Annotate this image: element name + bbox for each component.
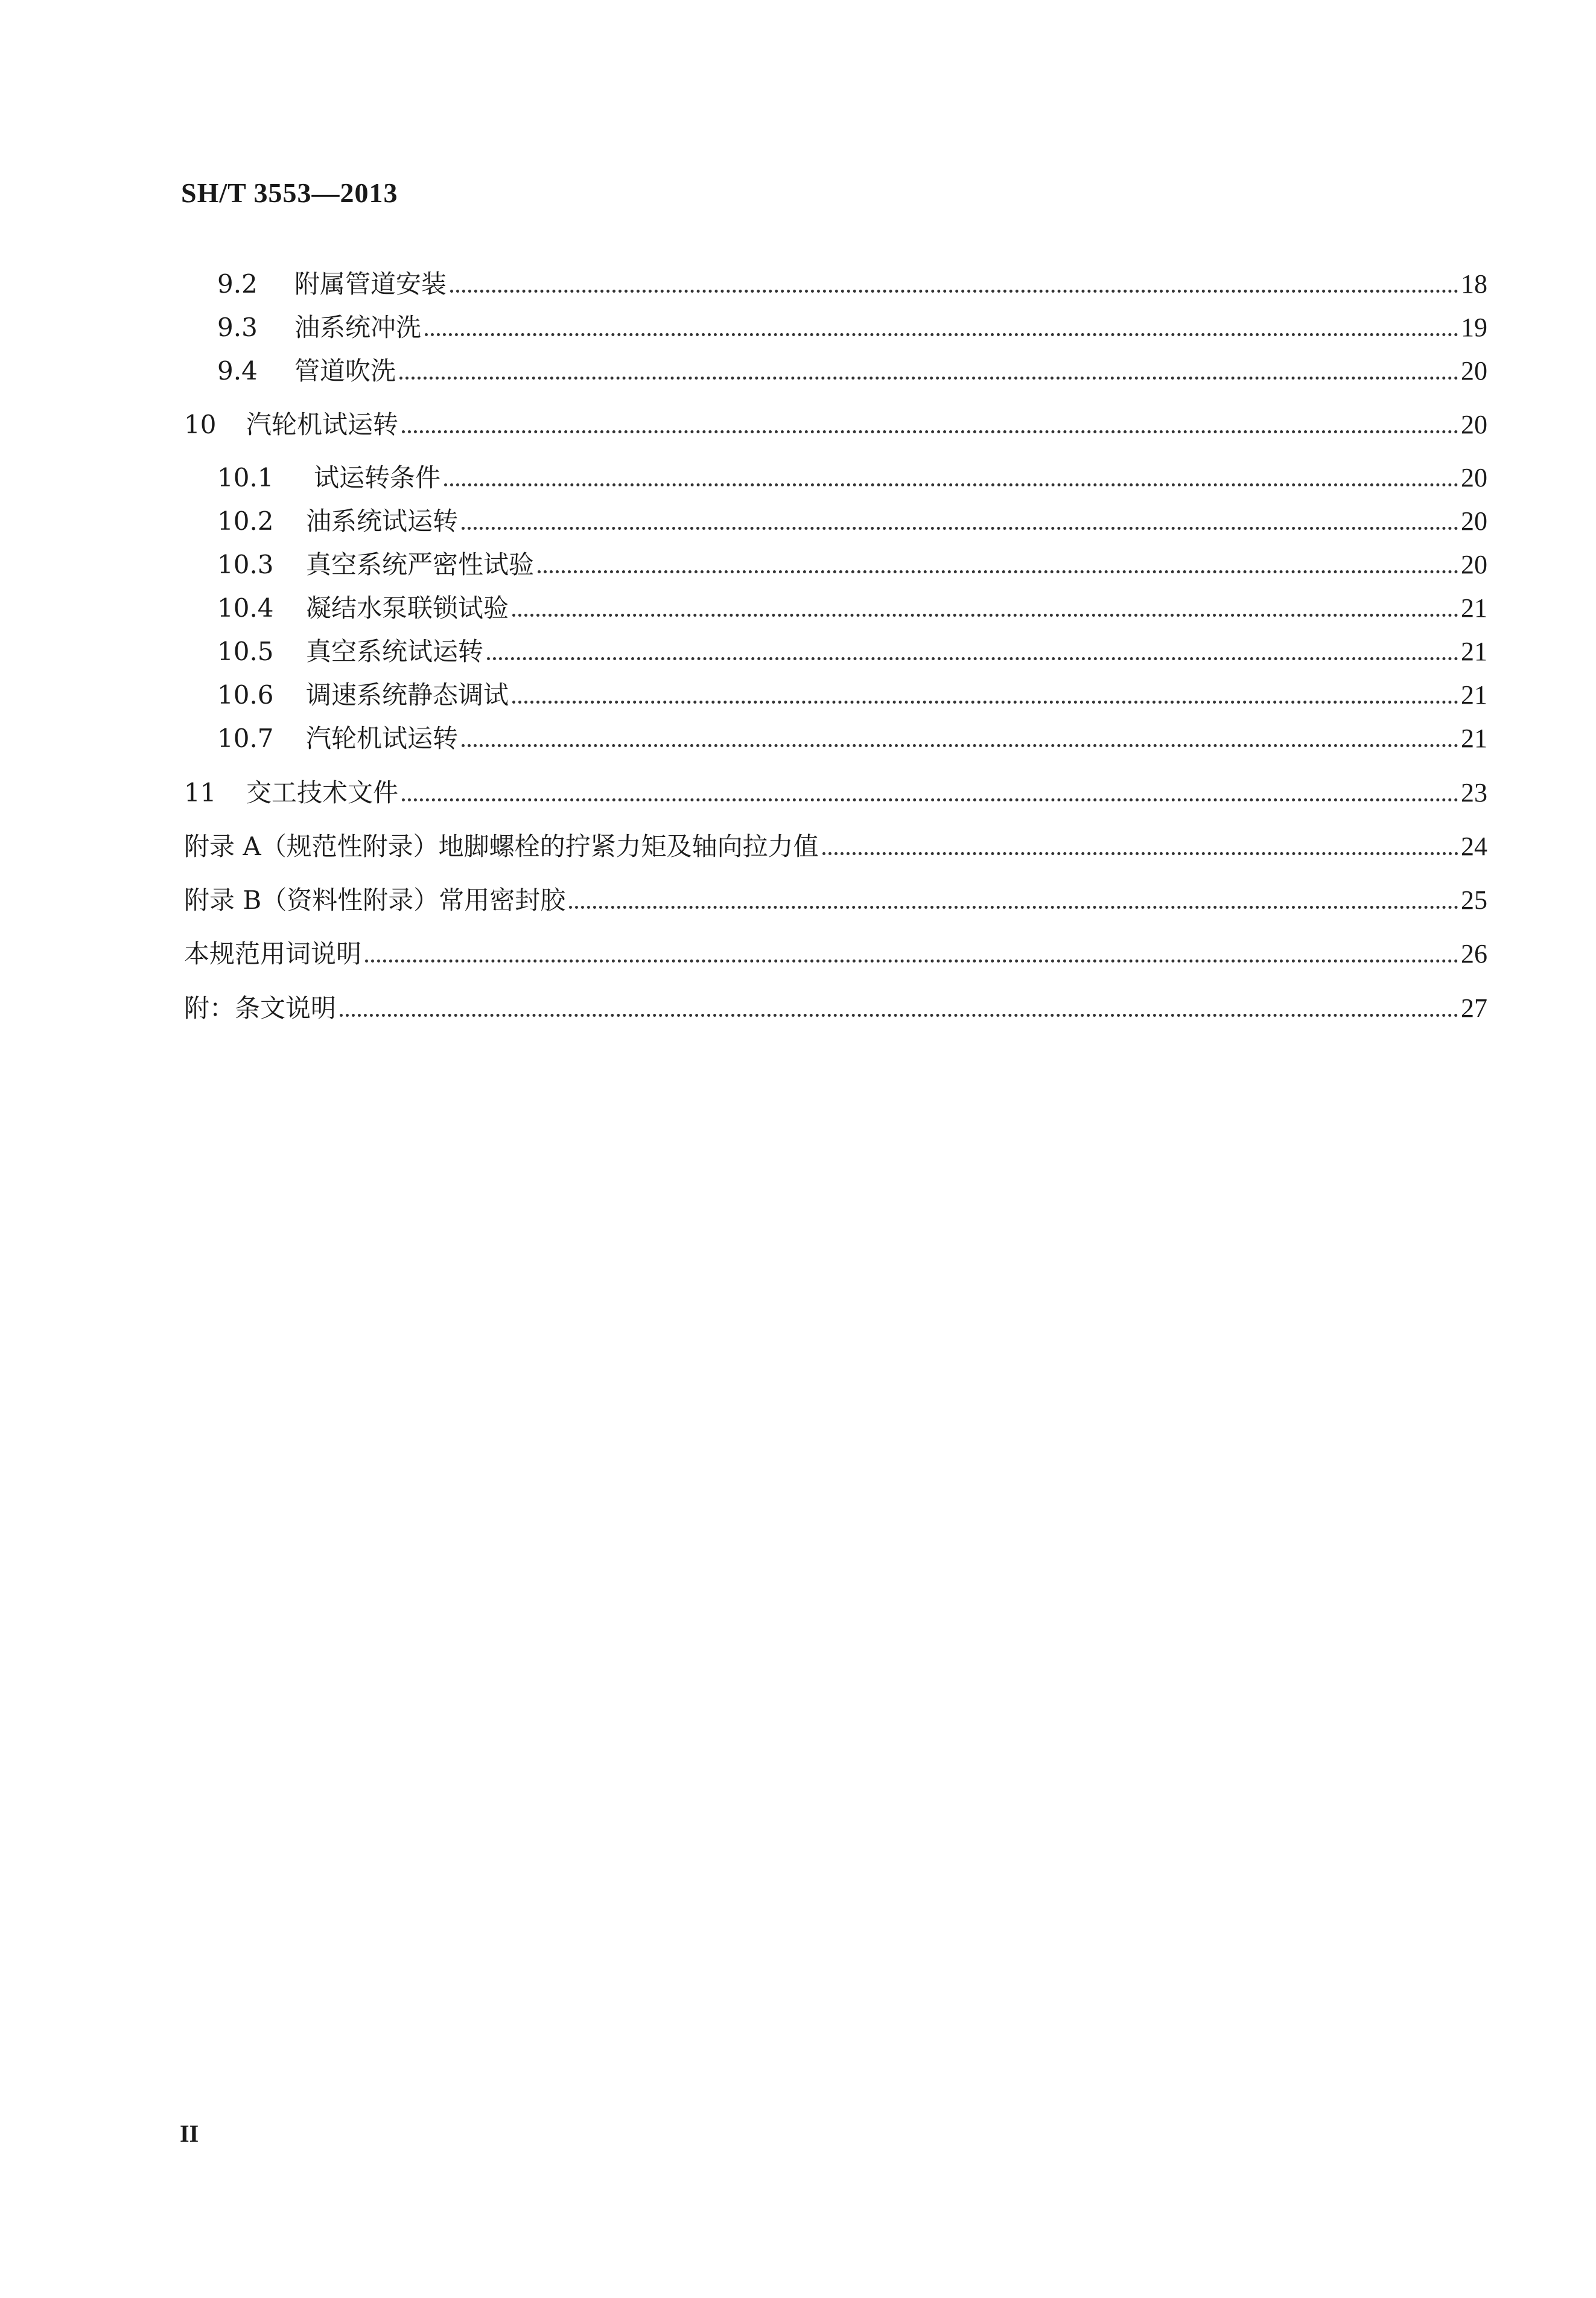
toc-entry-page: 18 [1461, 269, 1487, 299]
toc-leader-dots [365, 959, 1458, 963]
toc-entry-title: 油系统试运转 [306, 506, 459, 536]
toc-entry-title: 真空系统试运转 [306, 637, 484, 666]
toc-leader-dots [444, 483, 1458, 486]
toc-entry-page: 24 [1461, 832, 1487, 861]
toc-entry-page: 27 [1461, 993, 1487, 1023]
toc-entry-number: 10.3 [217, 550, 274, 579]
toc-entry-title: 附录 B（资料性附录）常用密封胶 [184, 885, 566, 915]
toc-leader-dots [462, 526, 1458, 530]
toc-entry-title: 管道吹洗 [294, 356, 396, 386]
toc-entry-page: 19 [1461, 313, 1487, 342]
toc-entry-number: 10.6 [217, 680, 274, 710]
toc-entry[interactable] [217, 307, 1487, 343]
toc-entry[interactable] [184, 934, 1487, 970]
toc-entry-title: 本规范用词说明 [184, 939, 362, 969]
toc-entry-page: 20 [1461, 463, 1487, 492]
toc-entry-title: 附：条文说明 [184, 993, 337, 1023]
toc-entry-title: 附录 A（规范性附录）地脚螺栓的拧紧力矩及轴向拉力值 [184, 832, 819, 861]
toc-entry[interactable] [184, 772, 1487, 809]
toc-entry[interactable] [184, 880, 1487, 916]
toc-entry-title: 凝结水泵联锁试验 [306, 593, 509, 623]
toc-entry-number: 9.2 [217, 269, 258, 299]
toc-entry-number: 10 [184, 410, 217, 439]
toc-entry[interactable] [184, 988, 1487, 1024]
toc-entry-number: 10.1 [217, 463, 274, 492]
toc-entry-page: 20 [1461, 356, 1487, 386]
toc-entry[interactable] [217, 718, 1487, 754]
toc-entry-number: 10.4 [217, 593, 274, 623]
toc-entry-title: 真空系统严密性试验 [306, 550, 535, 579]
toc-leader-dots [402, 430, 1458, 433]
toc-entry-page: 21 [1461, 637, 1487, 666]
toc-entry-page: 21 [1461, 724, 1487, 753]
toc-entry-page: 20 [1461, 550, 1487, 579]
toc-leader-dots [569, 905, 1458, 909]
toc-entry-number: 10.2 [217, 506, 274, 536]
toc-leader-dots [399, 376, 1458, 380]
toc-leader-dots [487, 657, 1458, 660]
page-number-footer: II [180, 2120, 199, 2147]
toc-entry-title: 附属管道安装 [294, 269, 447, 299]
toc-entry[interactable] [217, 501, 1487, 537]
toc-entry[interactable] [184, 826, 1487, 862]
toc-leader-dots [512, 700, 1458, 704]
toc-entry-page: 25 [1461, 885, 1487, 915]
toc-entry-page: 20 [1461, 410, 1487, 439]
toc-entry-number: 10.5 [217, 637, 274, 666]
toc-entry-number: 11 [184, 778, 217, 807]
toc-leader-dots [340, 1013, 1458, 1017]
toc-entry-title: 汽轮机试运转 [306, 724, 459, 753]
toc-entry-page: 26 [1461, 939, 1487, 969]
toc-entry-page: 21 [1461, 680, 1487, 710]
toc-entry[interactable] [217, 588, 1487, 624]
toc-entry-number: 10.7 [217, 724, 274, 753]
toc-entry-title: 调速系统静态调试 [306, 680, 509, 710]
toc-entry[interactable] [217, 457, 1487, 494]
toc-leader-dots [425, 333, 1458, 336]
toc-entry-title: 试运转条件 [314, 463, 441, 492]
toc-entry-title: 汽轮机试运转 [246, 410, 399, 439]
toc-entry-page: 20 [1461, 506, 1487, 536]
toc-leader-dots [450, 289, 1458, 293]
toc-leader-dots [538, 570, 1458, 573]
toc-entry-title: 交工技术文件 [246, 778, 399, 807]
toc-entry-number: 9.4 [217, 356, 258, 386]
toc-entry[interactable] [184, 404, 1487, 441]
toc-leader-dots [402, 798, 1458, 801]
toc-entry[interactable] [217, 675, 1487, 711]
toc-entry-page: 23 [1461, 778, 1487, 807]
toc-entry-number: 9.3 [217, 313, 258, 342]
toc-leader-dots [462, 743, 1458, 747]
toc-entry[interactable] [217, 351, 1487, 387]
toc-leader-dots [512, 613, 1458, 617]
toc-entry[interactable] [217, 264, 1487, 300]
toc-entry-page: 21 [1461, 593, 1487, 623]
document-code-header: SH/T 3553—2013 [181, 177, 398, 208]
toc-entry[interactable] [217, 631, 1487, 667]
toc-leader-dots [822, 851, 1458, 855]
toc-entry-title: 油系统冲洗 [294, 313, 422, 342]
toc-entry[interactable] [217, 544, 1487, 581]
